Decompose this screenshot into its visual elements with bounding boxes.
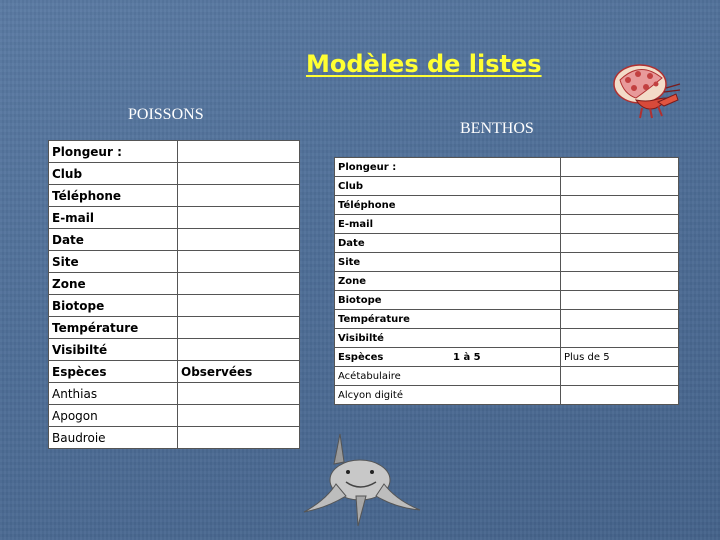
field-value[interactable] bbox=[561, 215, 679, 234]
table-row bbox=[335, 253, 679, 272]
field-value[interactable] bbox=[178, 163, 300, 185]
species-name: Baudroie bbox=[49, 427, 178, 449]
column-header-species: Espèces bbox=[49, 361, 178, 383]
column-header-more: Plus de 5 bbox=[561, 348, 679, 367]
field-value[interactable] bbox=[561, 310, 679, 329]
table-row bbox=[49, 141, 300, 163]
field-value[interactable] bbox=[178, 229, 300, 251]
field-label: Biotope bbox=[335, 291, 561, 310]
observed-value[interactable] bbox=[178, 427, 300, 449]
range-header: 1 à 5 bbox=[453, 351, 481, 363]
field-value[interactable] bbox=[561, 291, 679, 310]
table-row bbox=[335, 291, 679, 310]
species-name: Anthias bbox=[49, 383, 178, 405]
field-label: Plongeur : bbox=[335, 158, 561, 177]
field-value[interactable] bbox=[178, 317, 300, 339]
table-row bbox=[335, 386, 679, 405]
benthos-form-table bbox=[334, 157, 679, 405]
observed-value[interactable] bbox=[178, 383, 300, 405]
table-row bbox=[49, 427, 300, 449]
field-value[interactable] bbox=[561, 177, 679, 196]
field-label: Site bbox=[335, 253, 561, 272]
table-row bbox=[49, 185, 300, 207]
column-header-observed: Observées bbox=[178, 361, 300, 383]
column-header-species bbox=[335, 348, 561, 367]
field-value[interactable] bbox=[561, 329, 679, 348]
field-label: Température bbox=[335, 310, 561, 329]
field-value[interactable] bbox=[561, 234, 679, 253]
benthos-heading: BENTHOS bbox=[460, 120, 534, 137]
field-value[interactable] bbox=[561, 253, 679, 272]
field-label: Date bbox=[49, 229, 178, 251]
field-label: Club bbox=[335, 177, 561, 196]
table-row bbox=[49, 383, 300, 405]
table-row bbox=[49, 163, 300, 185]
field-label: E-mail bbox=[49, 207, 178, 229]
table-row bbox=[335, 215, 679, 234]
count-value[interactable] bbox=[561, 367, 679, 386]
field-value[interactable] bbox=[178, 141, 300, 163]
count-value[interactable] bbox=[561, 386, 679, 405]
field-label: Biotope bbox=[49, 295, 178, 317]
field-label: Téléphone bbox=[49, 185, 178, 207]
field-value[interactable] bbox=[178, 251, 300, 273]
table-row bbox=[335, 310, 679, 329]
poissons-form-table bbox=[48, 140, 300, 449]
field-value[interactable] bbox=[561, 196, 679, 215]
table-row bbox=[335, 367, 679, 386]
field-label: Zone bbox=[49, 273, 178, 295]
field-label: Site bbox=[49, 251, 178, 273]
field-value[interactable] bbox=[178, 273, 300, 295]
table-row bbox=[49, 405, 300, 427]
table-row bbox=[49, 251, 300, 273]
observed-value[interactable] bbox=[178, 405, 300, 427]
field-label: Visibilté bbox=[49, 339, 178, 361]
field-value[interactable] bbox=[178, 185, 300, 207]
table-row bbox=[49, 361, 300, 383]
table-row bbox=[335, 177, 679, 196]
hermit-crab-icon bbox=[606, 58, 682, 122]
table-row bbox=[49, 207, 300, 229]
field-label: Téléphone bbox=[335, 196, 561, 215]
field-value[interactable] bbox=[178, 295, 300, 317]
table-row bbox=[335, 196, 679, 215]
species-label: Espèces bbox=[338, 351, 384, 363]
shark-icon bbox=[296, 430, 426, 530]
table-row bbox=[49, 295, 300, 317]
species-name: Acétabulaire bbox=[335, 367, 561, 386]
species-name: Alcyon digité bbox=[335, 386, 561, 405]
table-row bbox=[49, 273, 300, 295]
page-title: Modèles de listes bbox=[306, 50, 542, 78]
poissons-heading: POISSONS bbox=[128, 106, 204, 123]
table-row bbox=[335, 272, 679, 291]
species-name: Apogon bbox=[49, 405, 178, 427]
field-label: Zone bbox=[335, 272, 561, 291]
field-value[interactable] bbox=[561, 158, 679, 177]
table-row bbox=[335, 329, 679, 348]
table-row bbox=[49, 317, 300, 339]
field-label: Visibilté bbox=[335, 329, 561, 348]
table-row bbox=[49, 339, 300, 361]
field-label: Date bbox=[335, 234, 561, 253]
table-row bbox=[49, 229, 300, 251]
field-label: Club bbox=[49, 163, 178, 185]
field-label: Plongeur : bbox=[49, 141, 178, 163]
field-label: Température bbox=[49, 317, 178, 339]
field-value[interactable] bbox=[178, 207, 300, 229]
table-row bbox=[335, 158, 679, 177]
field-value[interactable] bbox=[178, 339, 300, 361]
table-row bbox=[335, 348, 679, 367]
field-value[interactable] bbox=[561, 272, 679, 291]
field-label: E-mail bbox=[335, 215, 561, 234]
table-row bbox=[335, 234, 679, 253]
